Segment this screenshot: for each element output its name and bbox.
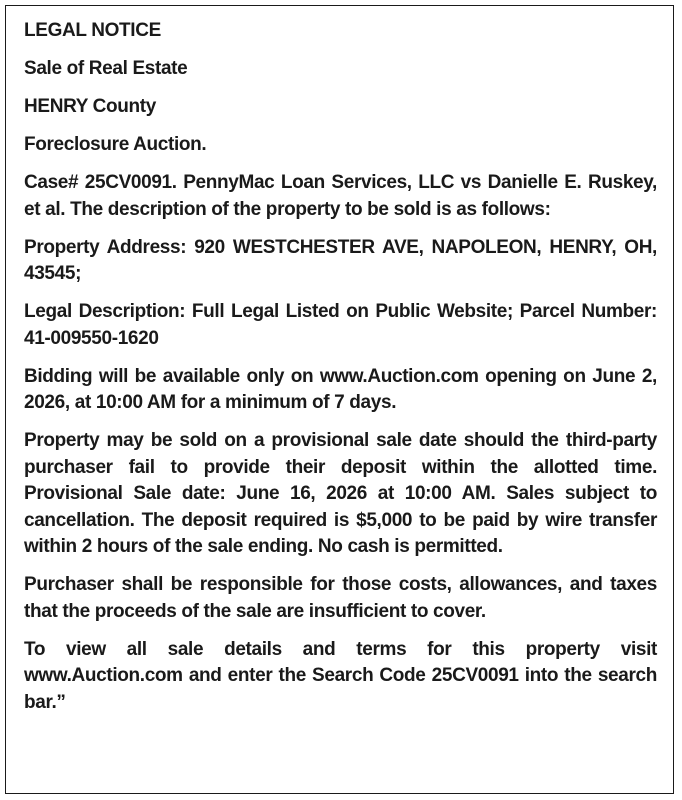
- bidding-info: Bidding will be available only on www.Auction.com opening on June 2, 2026, at 10:00 AM for a minimum of 7 days.: [24, 365, 657, 413]
- property-address: Property Address: 920 WESTCHESTER AVE, NAPOLEON, HENRY, OH, 43545;: [24, 236, 657, 284]
- provisional-sale-paragraph: Property may be sold on a provisional sale date should the third-party purchaser fail to provide their deposit within the allotted time. Provisional Sale date: June 16, 2026 at 10:00 AM. Sales subject to cancellation. The deposit required is $5,000 to be paid by wire transfer within 2 hours of the sale ending. No cash is permitted.: [24, 430, 657, 557]
- case-paragraph: Case# 25CV0091. PennyMac Loan Services, LLC vs Danielle E. Ruskey, et al. The description of the property to be sold is as follows:: [24, 172, 657, 220]
- notice-subtitle: Sale of Real Estate: [24, 58, 188, 79]
- notice-county: HENRY County: [24, 96, 156, 117]
- view-details-paragraph: To view all sale details and terms for this property visit www.Auction.com and enter the Search Code 25CV0091 into the search bar.”: [24, 638, 657, 713]
- notice-auction-type: Foreclosure Auction.: [24, 134, 207, 155]
- legal-description: Legal Description: Full Legal Listed on Public Website; Parcel Number: 41-009550-1620: [24, 301, 657, 349]
- notice-title: LEGAL NOTICE: [24, 20, 161, 41]
- purchaser-responsibility-paragraph: Purchaser shall be responsible for those costs, allowances, and taxes that the proceeds of the sale are insufficient to cover.: [24, 574, 657, 622]
- legal-notice-body: [24, 18, 657, 728]
